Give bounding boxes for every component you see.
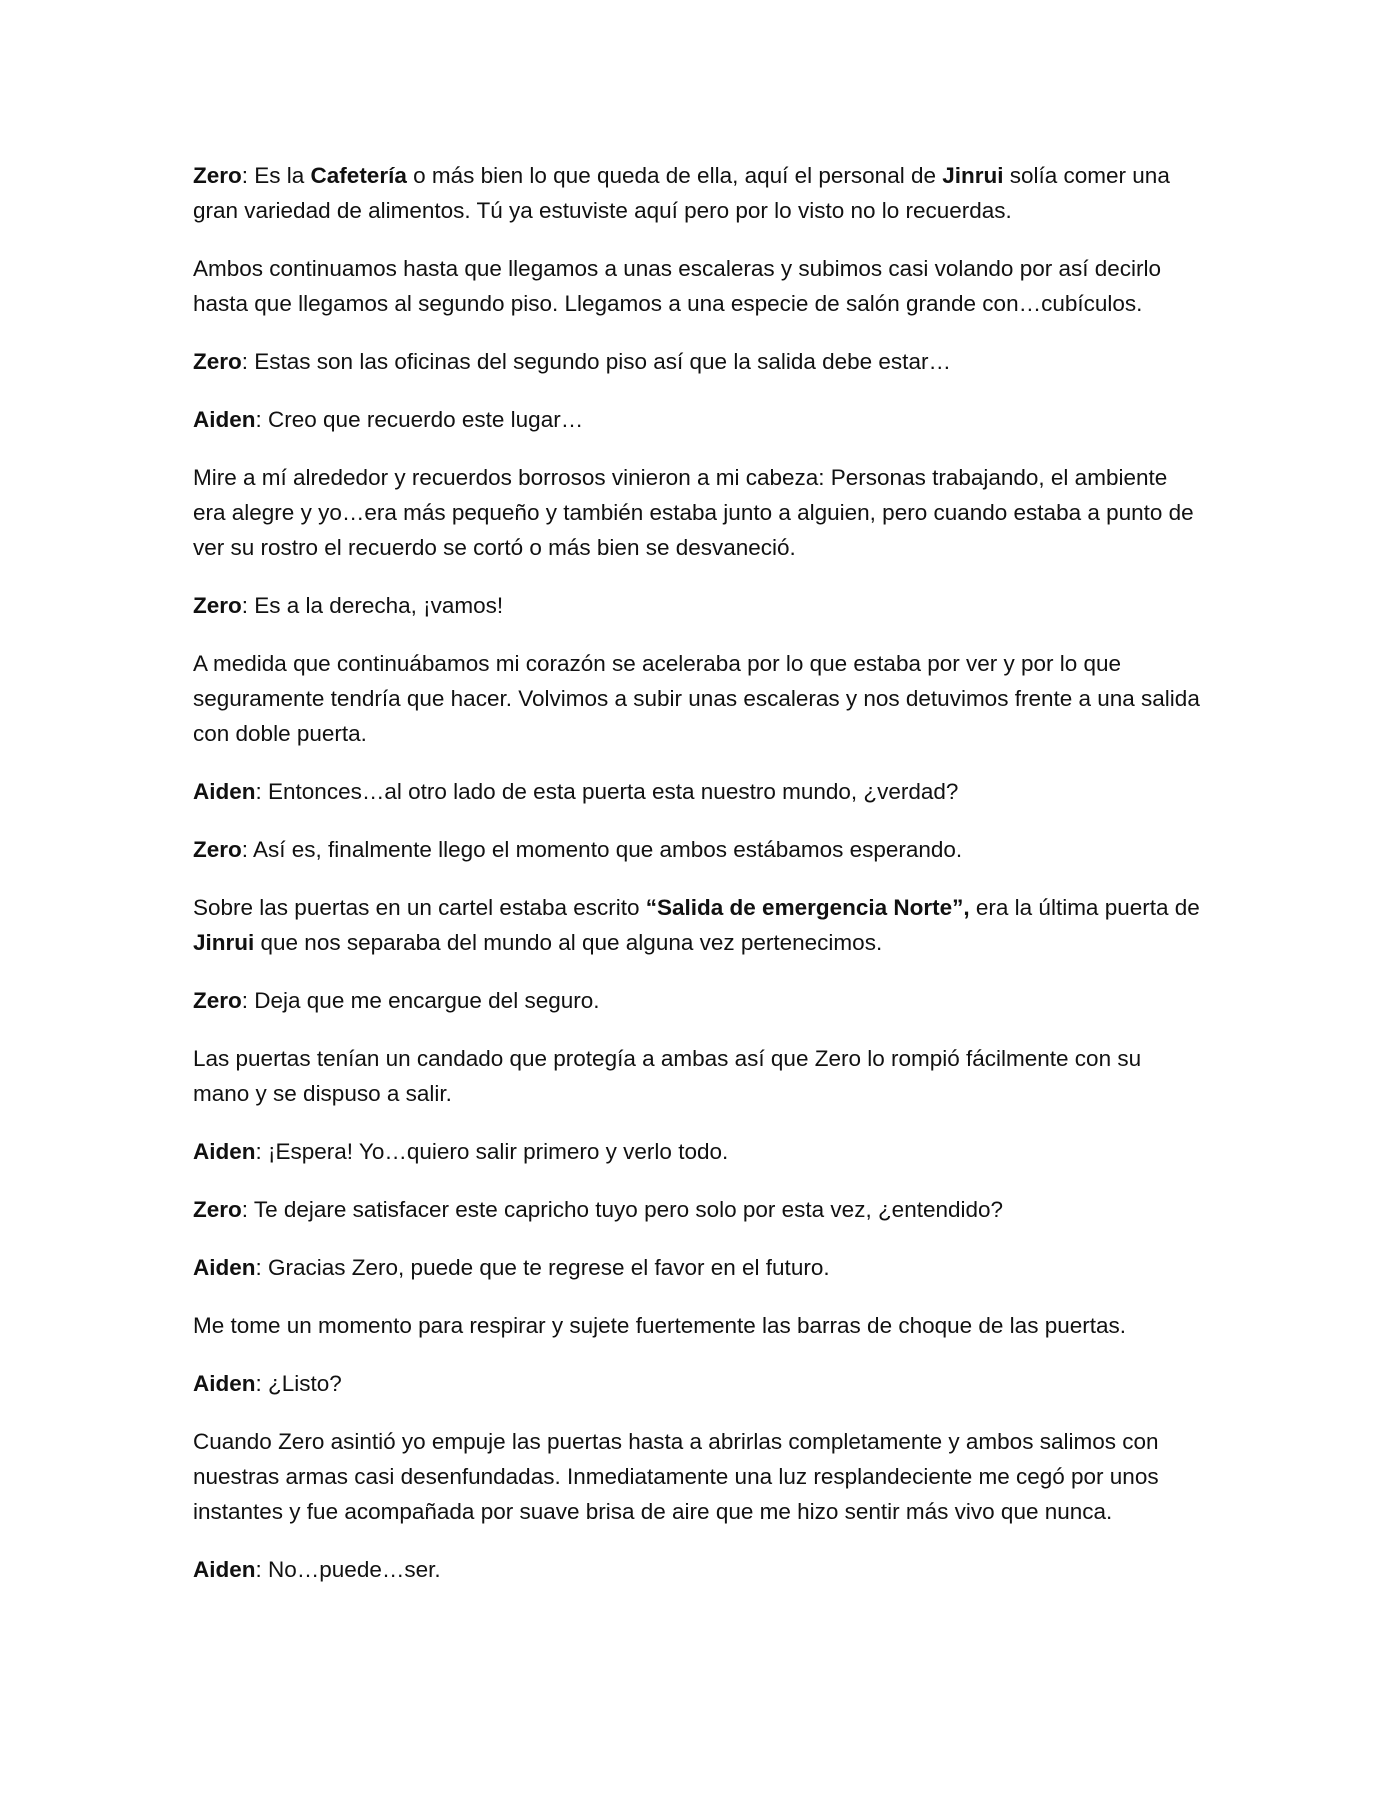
paragraph [193, 588, 1203, 623]
text-run: : Es la [241, 163, 311, 188]
bold-text: Aiden [193, 407, 256, 432]
bold-text: Aiden [193, 779, 256, 804]
bold-text: Aiden [193, 1139, 256, 1164]
bold-text: Zero [193, 163, 242, 188]
paragraph [193, 1134, 1203, 1169]
bold-text: Aiden [193, 1371, 256, 1396]
text-run: : Entonces…al otro lado de esta puerta esta nuestro mundo, ¿verdad? [255, 779, 959, 804]
text-run: : ¿Listo? [255, 1371, 342, 1396]
bold-text: Jinrui [193, 930, 255, 955]
text-run: que nos separaba del mundo al que alguna vez pertenecimos. [254, 930, 883, 955]
paragraph [193, 774, 1203, 809]
bold-text: Aiden [193, 1557, 256, 1582]
document-body [193, 158, 1203, 1610]
paragraph [193, 1308, 1203, 1343]
paragraph [193, 1552, 1203, 1587]
text-run: : Creo que recuerdo este lugar… [255, 407, 584, 432]
text-run: A medida que continuábamos mi corazón se aceleraba por lo que estaba por ver y por lo que seguramente tendría que hacer. Volvimos a subir unas escaleras y nos detuvimos frente a una salida con doble puerta. [193, 651, 1200, 746]
paragraph [193, 402, 1203, 437]
bold-text: Zero [193, 593, 242, 618]
bold-text: Zero [193, 837, 242, 862]
paragraph [193, 1192, 1203, 1227]
text-run: era la última puerta de [969, 895, 1200, 920]
paragraph [193, 646, 1203, 751]
text-run: o más bien lo que queda de ella, aquí el personal de [406, 163, 943, 188]
paragraph [193, 1041, 1203, 1111]
bold-text: Cafetería [310, 163, 407, 188]
text-run: Mire a mí alrededor y recuerdos borrosos vinieron a mi cabeza: Personas trabajando, el ambiente era alegre y yo…era más pequeño y también estaba junto a alguien, pero cuando estaba a punto de ver su rostro el recuerdo se cortó o más bien se desvaneció. [193, 465, 1194, 560]
paragraph [193, 832, 1203, 867]
paragraph [193, 158, 1203, 228]
paragraph [193, 344, 1203, 379]
text-run: Las puertas tenían un candado que protegía a ambas así que Zero lo rompió fácilmente con su mano y se dispuso a salir. [193, 1046, 1142, 1106]
text-run: : Es a la derecha, ¡vamos! [241, 593, 504, 618]
text-run: Sobre las puertas en un cartel estaba escrito [193, 895, 646, 920]
text-run: solía comer una gran variedad de alimentos. Tú ya estuviste aquí pero por lo visto no lo recuerdas. [193, 163, 1170, 223]
text-run: Ambos continuamos hasta que llegamos a unas escaleras y subimos casi volando por así decirlo hasta que llegamos al segundo piso. Llegamos a una especie de salón grande con…cubículos. [193, 256, 1162, 316]
text-run: : Te dejare satisfacer este capricho tuyo pero solo por esta vez, ¿entendido? [241, 1197, 1004, 1222]
paragraph [193, 890, 1203, 960]
paragraph [193, 460, 1203, 565]
paragraph [193, 1366, 1203, 1401]
text-run: : Estas son las oficinas del segundo piso así que la salida debe estar… [241, 349, 951, 374]
paragraph [193, 1250, 1203, 1285]
text-run: : ¡Espera! Yo…quiero salir primero y verlo todo. [255, 1139, 729, 1164]
text-run: Cuando Zero asintió yo empuje las puertas hasta a abrirlas completamente y ambos salimos con nuestras armas casi desenfundadas. Inmediatamente una luz resplandeciente me cegó por unos instantes y fue acompañada por suave brisa de aire que me hizo sentir más vivo que nunca. [193, 1429, 1159, 1524]
bold-text: Jinrui [942, 163, 1004, 188]
text-run: : No…puede…ser. [255, 1557, 441, 1582]
paragraph [193, 251, 1203, 321]
bold-text: Zero [193, 1197, 242, 1222]
bold-text: “Salida de emergencia Norte”, [645, 895, 970, 920]
paragraph [193, 1424, 1203, 1529]
text-run: : Así es, finalmente llego el momento que ambos estábamos esperando. [241, 837, 963, 862]
text-run: : Gracias Zero, puede que te regrese el favor en el futuro. [255, 1255, 830, 1280]
bold-text: Zero [193, 988, 242, 1013]
text-run: : Deja que me encargue del seguro. [241, 988, 600, 1013]
text-run: Me tome un momento para respirar y sujete fuertemente las barras de choque de las puertas. [193, 1313, 1126, 1338]
bold-text: Zero [193, 349, 242, 374]
paragraph [193, 983, 1203, 1018]
bold-text: Aiden [193, 1255, 256, 1280]
